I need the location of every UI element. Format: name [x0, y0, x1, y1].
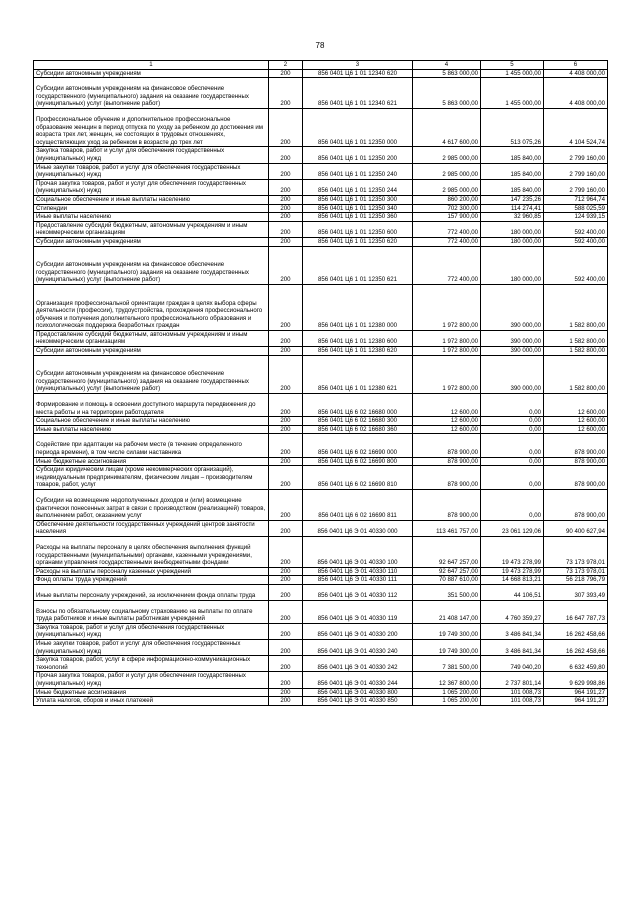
row-name-cell: Субсидии автономным учреждениям на финансовое обеспечение государственного (муниципального) задания на оказание государственных (муниципальных) услуг (выполнение работ): [34, 355, 269, 393]
remaining-amount-cell: 4 408 000,00: [544, 78, 608, 109]
row-name-cell: Иные бюджетные ассигнования: [34, 457, 269, 466]
row-name-cell: Иные закупки товаров, работ и услуг для обеспечения государственных (муниципальных) нужд: [34, 639, 269, 655]
row-kbk-cell: 856 0401 Ц6 Э 01 40330 112: [303, 584, 413, 600]
executed-amount-cell: 0,00: [481, 394, 544, 417]
table-row: [34, 672, 608, 688]
remaining-amount-cell: 592 400,00: [544, 221, 608, 237]
row-name-cell: Предоставление субсидий бюджетным, автономным учреждениям и иным некоммерческим организациям: [34, 330, 269, 346]
row-kbk-cell: 856 0401 Ц6 1 01 12350 240: [303, 163, 413, 179]
table-row: [34, 213, 608, 222]
row-name-cell: Фонд оплаты труда учреждений: [34, 576, 269, 585]
row-kbk-cell: 856 0401 Ц6 1 01 12350 300: [303, 195, 413, 204]
row-name-cell: Иные выплаты персоналу учреждений, за исключением фонда оплаты труда: [34, 584, 269, 600]
row-name-cell: Закупка товаров, работ и услуг для обеспечения государственных (муниципальных) нужд: [34, 147, 269, 163]
row-code-cell: 200: [269, 284, 303, 330]
table-row: [34, 355, 608, 393]
row-kbk-cell: 856 0401 Ц6 6 02 16690 000: [303, 434, 413, 457]
remaining-amount-cell: 56 218 796,79: [544, 576, 608, 585]
approved-amount-cell: 113 461 757,00: [413, 520, 481, 536]
row-name-cell: Субсидии автономным учреждениям на финансовое обеспечение государственного (муниципального) задания на оказание государственных (муниципальных) услуг (выполнение работ): [34, 246, 269, 284]
table-row: [34, 147, 608, 163]
remaining-amount-cell: 712 964,74: [544, 195, 608, 204]
table-row: [34, 221, 608, 237]
approved-amount-cell: 1 065 200,00: [413, 697, 481, 706]
row-kbk-cell: 856 0401 Ц6 1 01 12350 340: [303, 204, 413, 213]
row-name-cell: Иные выплаты населению: [34, 213, 269, 222]
approved-amount-cell: 2 985 000,00: [413, 179, 481, 195]
executed-amount-cell: 2 737 801,14: [481, 672, 544, 688]
row-name-cell: Субсидии на возмещение недополученных доходов и (или) возмещение фактически понесенных затрат в связи с производством (реализацией) товаров, выполнением работ, оказанием услуг: [34, 490, 269, 521]
approved-amount-cell: 12 600,00: [413, 394, 481, 417]
row-code-cell: 200: [269, 108, 303, 146]
row-code-cell: 200: [269, 639, 303, 655]
row-name-cell: Субсидии автономным учреждениям: [34, 347, 269, 356]
executed-amount-cell: 0,00: [481, 457, 544, 466]
row-name-cell: Субсидии автономным учреждениям: [34, 237, 269, 246]
row-name-cell: Содействие при адаптации на рабочем месте (в течение определенного периода времени), в том числе силами наставника: [34, 434, 269, 457]
table-row: [34, 237, 608, 246]
row-code-cell: 200: [269, 457, 303, 466]
row-code-cell: 200: [269, 204, 303, 213]
remaining-amount-cell: 2 799 160,00: [544, 179, 608, 195]
row-name-cell: Субсидии юридическим лицам (кроме некоммерческих организаций), индивидуальным предпринимателям, физическим лицам – производителям товаров, работ, услуг: [34, 466, 269, 490]
row-code-cell: 200: [269, 466, 303, 490]
remaining-amount-cell: 124 939,15: [544, 213, 608, 222]
approved-amount-cell: 1 972 800,00: [413, 355, 481, 393]
table-header-row: [34, 61, 608, 70]
table-row: [34, 584, 608, 600]
executed-amount-cell: 0,00: [481, 425, 544, 434]
approved-amount-cell: 2 985 000,00: [413, 147, 481, 163]
executed-amount-cell: 390 000,00: [481, 284, 544, 330]
executed-amount-cell: 114 274,41: [481, 204, 544, 213]
table-row: [34, 417, 608, 426]
approved-amount-cell: 772 400,00: [413, 237, 481, 246]
row-name-cell: Взносы по обязательному социальному страхованию на выплаты по оплате труда работников и иные выплаты работникам учреждений: [34, 600, 269, 623]
executed-amount-cell: 3 486 841,34: [481, 623, 544, 639]
remaining-amount-cell: 878 900,00: [544, 457, 608, 466]
row-kbk-cell: 856 0401 Ц6 Э 01 40330 244: [303, 672, 413, 688]
row-kbk-cell: 856 0401 Ц6 Э 01 40330 119: [303, 600, 413, 623]
table-row: [34, 108, 608, 146]
row-code-cell: 200: [269, 656, 303, 672]
row-code-cell: 200: [269, 355, 303, 393]
table-row: [34, 246, 608, 284]
approved-amount-cell: 772 400,00: [413, 221, 481, 237]
approved-amount-cell: 1 972 800,00: [413, 347, 481, 356]
approved-amount-cell: 878 900,00: [413, 466, 481, 490]
remaining-amount-cell: 878 900,00: [544, 490, 608, 521]
column-header: 1: [34, 61, 269, 70]
table-row: [34, 195, 608, 204]
remaining-amount-cell: 6 632 459,80: [544, 656, 608, 672]
approved-amount-cell: 70 887 610,00: [413, 576, 481, 585]
executed-amount-cell: 390 000,00: [481, 347, 544, 356]
remaining-amount-cell: 90 400 627,94: [544, 520, 608, 536]
approved-amount-cell: 19 749 300,00: [413, 623, 481, 639]
remaining-amount-cell: 307 393,49: [544, 584, 608, 600]
approved-amount-cell: 12 600,00: [413, 417, 481, 426]
executed-amount-cell: 185 840,00: [481, 147, 544, 163]
row-name-cell: Профессиональное обучение и дополнительное профессиональное образование женщин в период отпуска по уходу за ребенком до достижения им возраста трех лет, женщин, не состоящих в трудовых отношениях, осуществляющих уход за ребенком в возрасте до трех лет: [34, 108, 269, 146]
approved-amount-cell: 351 500,00: [413, 584, 481, 600]
approved-amount-cell: 5 863 000,00: [413, 78, 481, 109]
approved-amount-cell: 860 200,00: [413, 195, 481, 204]
executed-amount-cell: 180 000,00: [481, 246, 544, 284]
table-row: [34, 69, 608, 78]
row-kbk-cell: 856 0401 Ц6 1 01 12340 620: [303, 69, 413, 78]
row-kbk-cell: 856 0401 Ц6 1 01 12350 200: [303, 147, 413, 163]
row-name-cell: Расходы на выплаты персоналу казенных учреждений: [34, 567, 269, 576]
table-row: [34, 78, 608, 109]
row-name-cell: Иные закупки товаров, работ и услуг для обеспечения государственных (муниципальных) нужд: [34, 163, 269, 179]
row-kbk-cell: 856 0401 Ц6 Э 01 40330 100: [303, 536, 413, 567]
row-kbk-cell: 856 0401 Ц6 Э 01 40330 111: [303, 576, 413, 585]
remaining-amount-cell: 588 025,59: [544, 204, 608, 213]
remaining-amount-cell: 1 582 800,00: [544, 347, 608, 356]
row-code-cell: 200: [269, 330, 303, 346]
table-row: [34, 330, 608, 346]
approved-amount-cell: 4 617 600,00: [413, 108, 481, 146]
approved-amount-cell: 878 900,00: [413, 434, 481, 457]
executed-amount-cell: 44 106,51: [481, 584, 544, 600]
executed-amount-cell: 101 008,73: [481, 688, 544, 697]
remaining-amount-cell: 9 629 998,86: [544, 672, 608, 688]
table-row: [34, 576, 608, 585]
row-code-cell: 200: [269, 688, 303, 697]
remaining-amount-cell: 1 582 800,00: [544, 355, 608, 393]
row-code-cell: 200: [269, 347, 303, 356]
table-row: [34, 688, 608, 697]
row-name-cell: Организация профессиональной ориентации граждан в целях выбора сферы деятельности (профессии), трудоустройства, прохождения профессионального обучения и получения дополнительного профессионального образования и психологическая поддержка безработных граждан: [34, 284, 269, 330]
row-code-cell: 200: [269, 576, 303, 585]
remaining-amount-cell: 16 262 458,66: [544, 639, 608, 655]
row-kbk-cell: 856 0401 Ц6 6 02 16680 000: [303, 394, 413, 417]
row-kbk-cell: 856 0401 Ц6 6 02 16690 800: [303, 457, 413, 466]
row-kbk-cell: 856 0401 Ц6 1 01 12350 000: [303, 108, 413, 146]
executed-amount-cell: 4 760 359,27: [481, 600, 544, 623]
approved-amount-cell: 1 972 800,00: [413, 284, 481, 330]
table-row: [34, 466, 608, 490]
row-kbk-cell: 856 0401 Ц6 Э 01 40330 200: [303, 623, 413, 639]
table-row: [34, 490, 608, 521]
remaining-amount-cell: 16 647 787,73: [544, 600, 608, 623]
row-name-cell: Закупка товаров, работ, услуг в сфере информационно-коммуникационных технологий: [34, 656, 269, 672]
table-row: [34, 457, 608, 466]
row-name-cell: Субсидии автономным учреждениям на финансовое обеспечение государственного (муниципального) задания на оказание государственных (муниципальных) услуг (выполнение работ): [34, 78, 269, 109]
approved-amount-cell: 1 972 800,00: [413, 330, 481, 346]
row-kbk-cell: 856 0401 Ц6 Э 01 40330 242: [303, 656, 413, 672]
table-row: [34, 623, 608, 639]
budget-table: [33, 60, 608, 706]
approved-amount-cell: 19 749 300,00: [413, 639, 481, 655]
row-code-cell: 200: [269, 567, 303, 576]
table-row: [34, 697, 608, 706]
row-name-cell: Формирование и помощь в освоении доступного маршрута передвижения до места работы и на территории работодателя: [34, 394, 269, 417]
row-kbk-cell: 856 0401 Ц6 1 01 12350 360: [303, 213, 413, 222]
row-code-cell: 200: [269, 434, 303, 457]
row-name-cell: Социальное обеспечение и иные выплаты населению: [34, 195, 269, 204]
row-code-cell: 200: [269, 490, 303, 521]
approved-amount-cell: 702 300,00: [413, 204, 481, 213]
row-code-cell: 200: [269, 623, 303, 639]
table-row: [34, 656, 608, 672]
table-row: [34, 163, 608, 179]
row-name-cell: Социальное обеспечение и иные выплаты населению: [34, 417, 269, 426]
approved-amount-cell: 157 900,00: [413, 213, 481, 222]
approved-amount-cell: 878 900,00: [413, 490, 481, 521]
table-row: [34, 434, 608, 457]
remaining-amount-cell: 1 582 800,00: [544, 330, 608, 346]
executed-amount-cell: 0,00: [481, 490, 544, 521]
row-kbk-cell: 856 0401 Ц6 1 01 12350 621: [303, 246, 413, 284]
row-kbk-cell: 856 0401 Ц6 6 02 16690 811: [303, 490, 413, 521]
row-code-cell: 200: [269, 195, 303, 204]
row-code-cell: 200: [269, 425, 303, 434]
remaining-amount-cell: 878 900,00: [544, 434, 608, 457]
approved-amount-cell: 12 367 800,00: [413, 672, 481, 688]
row-code-cell: 200: [269, 213, 303, 222]
approved-amount-cell: 772 400,00: [413, 246, 481, 284]
remaining-amount-cell: 2 799 160,00: [544, 147, 608, 163]
table-row: [34, 347, 608, 356]
row-code-cell: 200: [269, 78, 303, 109]
table-row: [34, 520, 608, 536]
table-row: [34, 536, 608, 567]
row-name-cell: Предоставление субсидий бюджетным, автономным учреждениям и иным некоммерческим организациям: [34, 221, 269, 237]
row-kbk-cell: 856 0401 Ц6 6 02 16680 360: [303, 425, 413, 434]
executed-amount-cell: 749 040,20: [481, 656, 544, 672]
remaining-amount-cell: 592 400,00: [544, 237, 608, 246]
executed-amount-cell: 147 235,26: [481, 195, 544, 204]
row-code-cell: 200: [269, 246, 303, 284]
approved-amount-cell: 2 985 000,00: [413, 163, 481, 179]
row-code-cell: 200: [269, 394, 303, 417]
approved-amount-cell: 5 863 000,00: [413, 69, 481, 78]
approved-amount-cell: 12 600,00: [413, 425, 481, 434]
approved-amount-cell: 7 381 500,00: [413, 656, 481, 672]
executed-amount-cell: 390 000,00: [481, 355, 544, 393]
row-code-cell: 200: [269, 600, 303, 623]
remaining-amount-cell: 1 582 800,00: [544, 284, 608, 330]
executed-amount-cell: 513 075,26: [481, 108, 544, 146]
remaining-amount-cell: 4 408 000,00: [544, 69, 608, 78]
row-kbk-cell: 856 0401 Ц6 1 01 12380 621: [303, 355, 413, 393]
row-code-cell: 200: [269, 163, 303, 179]
remaining-amount-cell: 16 262 458,66: [544, 623, 608, 639]
row-kbk-cell: 856 0401 Ц6 Э 01 40330 850: [303, 697, 413, 706]
executed-amount-cell: 0,00: [481, 466, 544, 490]
remaining-amount-cell: 878 900,00: [544, 466, 608, 490]
row-name-cell: Иные выплаты населению: [34, 425, 269, 434]
executed-amount-cell: 180 000,00: [481, 237, 544, 246]
column-header: 4: [413, 61, 481, 70]
row-kbk-cell: 856 0401 Ц6 Э 01 40330 110: [303, 567, 413, 576]
row-name-cell: Расходы на выплаты персоналу в целях обеспечения выполнения функций государственными (муниципальными) органами, казенными учреждениями, органами управления государственными внебюджетными фондами: [34, 536, 269, 567]
remaining-amount-cell: 4 104 524,74: [544, 108, 608, 146]
executed-amount-cell: 14 668 813,21: [481, 576, 544, 585]
executed-amount-cell: 390 000,00: [481, 330, 544, 346]
row-kbk-cell: 856 0401 Ц6 Э 01 40330 800: [303, 688, 413, 697]
approved-amount-cell: 878 900,00: [413, 457, 481, 466]
remaining-amount-cell: 2 799 160,00: [544, 163, 608, 179]
row-kbk-cell: 856 0401 Ц6 1 01 12380 000: [303, 284, 413, 330]
row-code-cell: 200: [269, 179, 303, 195]
row-code-cell: 200: [269, 584, 303, 600]
executed-amount-cell: 1 455 000,00: [481, 78, 544, 109]
row-name-cell: Закупка товаров, работ и услуг для обеспечения государственных (муниципальных) нужд: [34, 623, 269, 639]
row-name-cell: Прочая закупка товаров, работ и услуг для обеспечения государственных (муниципальных) нужд: [34, 672, 269, 688]
row-code-cell: 200: [269, 417, 303, 426]
row-code-cell: 200: [269, 221, 303, 237]
page-number: 78: [315, 41, 325, 50]
table-row: [34, 567, 608, 576]
column-header: 5: [481, 61, 544, 70]
column-header: 2: [269, 61, 303, 70]
remaining-amount-cell: 73 173 978,01: [544, 536, 608, 567]
executed-amount-cell: 185 840,00: [481, 179, 544, 195]
executed-amount-cell: 23 061 129,06: [481, 520, 544, 536]
column-header: 3: [303, 61, 413, 70]
executed-amount-cell: 101 008,73: [481, 697, 544, 706]
executed-amount-cell: 3 486 841,34: [481, 639, 544, 655]
row-kbk-cell: 856 0401 Ц6 Э 01 40330 000: [303, 520, 413, 536]
table-row: [34, 425, 608, 434]
executed-amount-cell: 32 960,85: [481, 213, 544, 222]
row-code-cell: 200: [269, 237, 303, 246]
row-name-cell: Прочая закупка товаров, работ и услуг для обеспечения государственных (муниципальных) нужд: [34, 179, 269, 195]
remaining-amount-cell: 592 400,00: [544, 246, 608, 284]
table-row: [34, 600, 608, 623]
remaining-amount-cell: 73 173 978,01: [544, 567, 608, 576]
table-row: [34, 179, 608, 195]
row-kbk-cell: 856 0401 Ц6 1 01 12380 600: [303, 330, 413, 346]
executed-amount-cell: 0,00: [481, 434, 544, 457]
column-header: 6: [544, 61, 608, 70]
row-code-cell: 200: [269, 672, 303, 688]
executed-amount-cell: 19 473 278,99: [481, 536, 544, 567]
row-kbk-cell: 856 0401 Ц6 1 01 12340 621: [303, 78, 413, 109]
row-kbk-cell: 856 0401 Ц6 1 01 12350 620: [303, 237, 413, 246]
row-kbk-cell: 856 0401 Ц6 6 02 16690 810: [303, 466, 413, 490]
remaining-amount-cell: 964 191,27: [544, 697, 608, 706]
row-kbk-cell: 856 0401 Ц6 6 02 16680 300: [303, 417, 413, 426]
executed-amount-cell: 0,00: [481, 417, 544, 426]
row-name-cell: Обеспечение деятельности государственных учреждений центров занятости населения: [34, 520, 269, 536]
row-code-cell: 200: [269, 520, 303, 536]
row-kbk-cell: 856 0401 Ц6 1 01 12350 244: [303, 179, 413, 195]
approved-amount-cell: 1 065 200,00: [413, 688, 481, 697]
row-kbk-cell: 856 0401 Ц6 1 01 12350 600: [303, 221, 413, 237]
executed-amount-cell: 180 000,00: [481, 221, 544, 237]
row-name-cell: Стипендии: [34, 204, 269, 213]
row-kbk-cell: 856 0401 Ц6 1 01 12380 620: [303, 347, 413, 356]
remaining-amount-cell: 12 600,00: [544, 417, 608, 426]
executed-amount-cell: 185 840,00: [481, 163, 544, 179]
table-row: [34, 204, 608, 213]
row-name-cell: Субсидии автономным учреждениям: [34, 69, 269, 78]
row-kbk-cell: 856 0401 Ц6 Э 01 40330 240: [303, 639, 413, 655]
executed-amount-cell: 1 455 000,00: [481, 69, 544, 78]
table-row: [34, 639, 608, 655]
remaining-amount-cell: 964 191,27: [544, 688, 608, 697]
table-row: [34, 394, 608, 417]
table-row: [34, 284, 608, 330]
remaining-amount-cell: 12 600,00: [544, 425, 608, 434]
row-code-cell: 200: [269, 697, 303, 706]
row-code-cell: 200: [269, 69, 303, 78]
approved-amount-cell: 21 408 147,00: [413, 600, 481, 623]
row-name-cell: Уплата налогов, сборов и иных платежей: [34, 697, 269, 706]
approved-amount-cell: 92 647 257,00: [413, 536, 481, 567]
remaining-amount-cell: 12 600,00: [544, 394, 608, 417]
row-name-cell: Иные бюджетные ассигнования: [34, 688, 269, 697]
row-code-cell: 200: [269, 147, 303, 163]
approved-amount-cell: 92 647 257,00: [413, 567, 481, 576]
executed-amount-cell: 19 473 278,99: [481, 567, 544, 576]
row-code-cell: 200: [269, 536, 303, 567]
